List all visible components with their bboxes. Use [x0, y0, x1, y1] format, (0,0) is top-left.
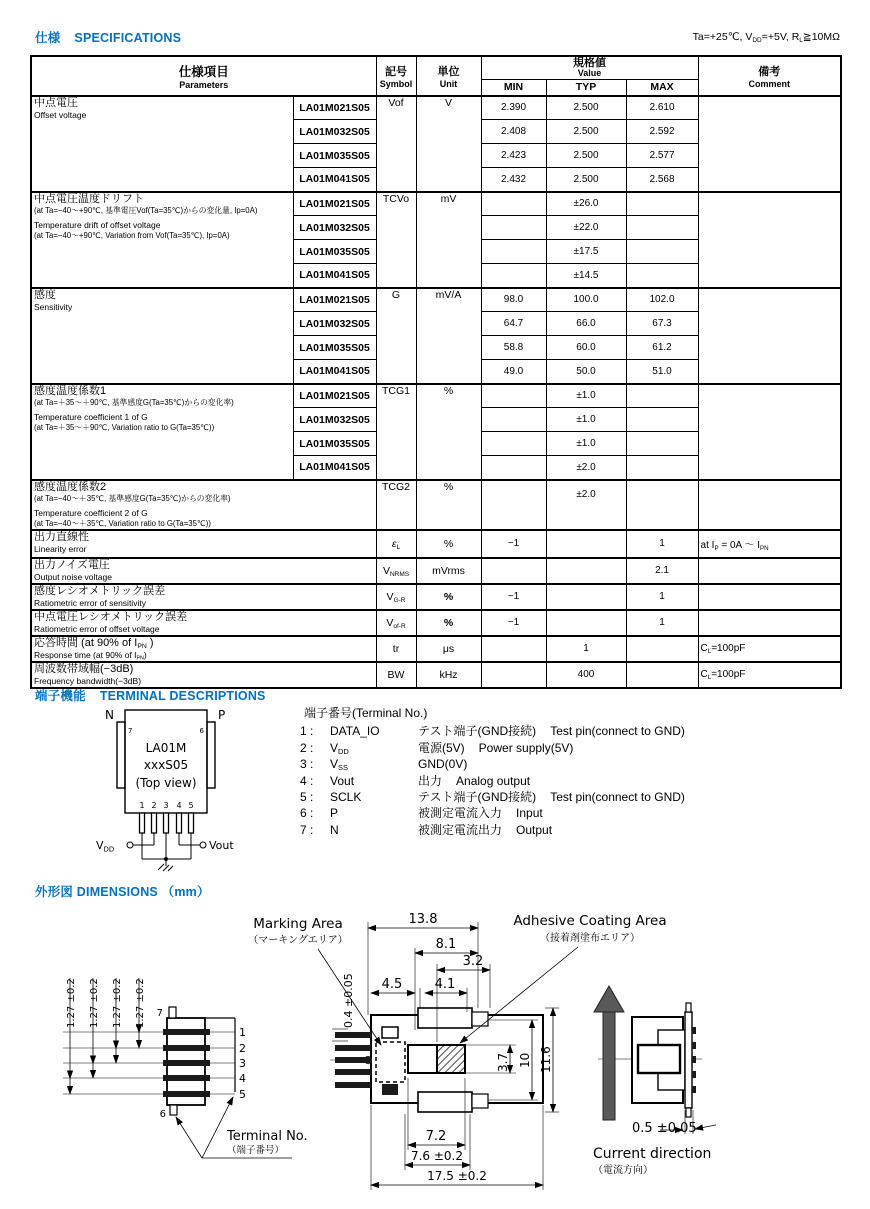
dim-pitch-label: 1.27 ±0.2	[112, 978, 123, 1028]
inner-feature-bottom	[382, 1084, 398, 1095]
vdd-label: $V_{DD}$	[96, 839, 115, 854]
min-value: −1	[481, 530, 546, 558]
svg-text:1: 1	[139, 801, 145, 810]
max-value: 2.568	[626, 168, 698, 192]
unit-percent: %	[416, 384, 481, 480]
label-n: N	[105, 708, 114, 722]
part-number: LA01M032S05	[293, 408, 376, 432]
symbol-vnrms: $V_{NRMS}$	[376, 558, 416, 584]
max-value: 61.2	[626, 336, 698, 360]
typ-value	[546, 610, 626, 636]
wiring	[127, 833, 206, 871]
typ-value: 60.0	[546, 336, 626, 360]
param-linearity: 出力直線性 Linearity error	[31, 530, 376, 558]
typ-value: ±2.0	[546, 480, 626, 530]
pitch-dimension-lines	[70, 978, 139, 1094]
terminal-list-title: 端子番号(Terminal No.)	[304, 706, 428, 720]
min-value: −1	[481, 584, 546, 610]
specifications-table	[30, 55, 842, 689]
param-ratiometric-offset: 中点電圧レシオメトリック誤差 Ratiometric error of offset voltage	[31, 610, 376, 636]
symbol-epsilon-l: $\varepsilon_L$	[376, 530, 416, 558]
max-value	[626, 240, 698, 264]
comment-cell	[698, 288, 841, 384]
min-value	[481, 264, 546, 288]
terminal-item: 7 : N 被測定電流出力 Output	[300, 822, 553, 837]
comment-cl: $C_L=100pF$	[698, 662, 841, 688]
max-value	[626, 264, 698, 288]
symbol-tcg2: TCG2	[376, 480, 416, 530]
max-value: 2.610	[626, 96, 698, 120]
typ-value: ±26.0	[546, 192, 626, 216]
param-output-noise: 出力ノイズ電圧 Output noise voltage	[31, 558, 376, 584]
unit-v: V	[416, 96, 481, 192]
header-parameters: 仕様項目 Parameters	[31, 56, 376, 96]
min-value	[481, 432, 546, 456]
part-number: LA01M035S05	[293, 336, 376, 360]
min-value: 2.432	[481, 168, 546, 192]
comment-cell	[698, 192, 841, 288]
part-number: LA01M041S05	[293, 360, 376, 384]
typ-value: 66.0	[546, 312, 626, 336]
unit-percent: %	[416, 530, 481, 558]
dim-pitch-label: 1.27 ±0.2	[135, 978, 146, 1028]
typ-value: 50.0	[546, 360, 626, 384]
max-value	[626, 432, 698, 456]
unit-percent: %	[416, 610, 481, 636]
comment-cell	[698, 558, 841, 584]
symbol-vof: Vof	[376, 96, 416, 192]
symbol-vofr: $V_{of-R}$	[376, 610, 416, 636]
typ-value: 2.500	[546, 96, 626, 120]
param-ratiometric-sensitivity: 感度レシオメトリック誤差 Ratiometric error of sensitivity	[31, 584, 376, 610]
max-value	[626, 480, 698, 530]
profile-body	[632, 1003, 692, 1117]
dim-3-2: 3.2	[462, 954, 484, 969]
adhesive-area-label-jp: （接着剤塗布エリア）	[540, 933, 640, 944]
label-pin7: 7	[128, 727, 133, 735]
min-value	[481, 240, 546, 264]
label-pin6: 6	[199, 727, 204, 735]
dimensions-unit-note: （mm）	[161, 885, 210, 899]
vout-label: Vout	[209, 839, 234, 852]
pin-numbers	[139, 801, 193, 810]
package-name-line2: xxxS05	[143, 758, 189, 772]
dim-13-8: 13.8	[408, 912, 438, 927]
typ-value	[546, 558, 626, 584]
dim-4-1: 4.1	[434, 977, 456, 992]
top-pins	[335, 1032, 372, 1088]
unit-khz: kHz	[416, 662, 481, 688]
dim-7-2: 7.2	[425, 1129, 447, 1144]
typ-value: 2.500	[546, 144, 626, 168]
label-p: P	[218, 708, 226, 722]
dim-pitch-label: 1.27 ±0.2	[66, 978, 77, 1028]
header-comment: 備考 Comment	[698, 56, 841, 96]
max-value	[626, 216, 698, 240]
specifications-heading	[35, 28, 181, 46]
dim-pitch-label: 1.27 ±0.2	[89, 978, 100, 1028]
typ-value	[546, 530, 626, 558]
dim-11-6: 11.6	[539, 1046, 553, 1073]
svg-text:4: 4	[176, 801, 182, 810]
typ-value: 1	[546, 636, 626, 662]
min-value	[481, 558, 546, 584]
svg-text:5: 5	[239, 1088, 246, 1101]
param-response-time: 応答時間 (at 90% of $I_{PN}$ ) Response time (at 90% of $I_{PN}$)	[31, 636, 376, 662]
dim-8-1: 8.1	[435, 937, 457, 952]
package-name-line1: LA01M	[145, 741, 187, 755]
part-number: LA01M021S05	[293, 384, 376, 408]
symbol-tcvo: TCVo	[376, 192, 416, 288]
side-view-drawing	[63, 978, 308, 1158]
max-value	[626, 408, 698, 432]
current-direction-label-jp: （電流方向）	[593, 1165, 653, 1176]
typ-value: 2.500	[546, 168, 626, 192]
min-value: 2.408	[481, 120, 546, 144]
package-topview-diagram	[78, 702, 293, 882]
dim-17-5: 17.5 ±0.2	[427, 1169, 487, 1183]
max-value: 102.0	[626, 288, 698, 312]
min-value	[481, 456, 546, 480]
min-value: 49.0	[481, 360, 546, 384]
unit-percent: %	[416, 480, 481, 530]
typ-value: ±17.5	[546, 240, 626, 264]
typ-value: ±1.0	[546, 408, 626, 432]
param-bandwidth: 周波数帯域幅(−3dB) Frequency bandwidth(−3dB)	[31, 662, 376, 688]
test-conditions: Ta=+25℃, $V_{DD}=+5V$, $R_L≧10M\Omega$	[692, 31, 840, 44]
adhesive-area	[437, 1045, 465, 1073]
unit-mvrms: mVrms	[416, 558, 481, 584]
terminal-item: 3 : $V_{SS}$ GND(0V)	[300, 757, 468, 773]
min-value	[481, 480, 546, 530]
header-min: MIN	[481, 80, 546, 96]
min-value: 98.0	[481, 288, 546, 312]
symbol-tcg1: TCG1	[376, 384, 416, 480]
min-value: 2.390	[481, 96, 546, 120]
comment-cell	[698, 480, 841, 530]
min-value	[481, 216, 546, 240]
typ-value: 2.500	[546, 120, 626, 144]
dimensions-heading-jp: 外形図	[35, 885, 74, 899]
max-value	[626, 192, 698, 216]
typ-value	[546, 584, 626, 610]
header-symbol: 記号 Symbol	[376, 56, 416, 96]
min-value: 64.7	[481, 312, 546, 336]
symbol-bw: BW	[376, 662, 416, 688]
min-value	[481, 192, 546, 216]
dim-0-5: 0.5 ±0.05	[632, 1121, 697, 1136]
part-number: LA01M035S05	[293, 144, 376, 168]
package-topview-label: (Top view)	[135, 776, 197, 790]
symbol-tr: tr	[376, 636, 416, 662]
header-value: 規格値 Value	[481, 56, 698, 80]
dimensions-drawing	[30, 900, 840, 1205]
max-value: 2.577	[626, 144, 698, 168]
terminal-heading-en: TERMINAL DESCRIPTIONS	[99, 689, 266, 703]
dim-7-6: 7.6 ±0.2	[410, 1149, 464, 1163]
header-unit: 単位 Unit	[416, 56, 481, 96]
part-number: LA01M021S05	[293, 96, 376, 120]
part-number: LA01M032S05	[293, 312, 376, 336]
comment-cl: $C_L=100pF$	[698, 636, 841, 662]
part-number: LA01M021S05	[293, 288, 376, 312]
svg-text:5: 5	[188, 801, 194, 810]
adhesive-area-label: Adhesive Coating Area	[513, 913, 667, 929]
part-number: LA01M041S05	[293, 264, 376, 288]
param-offset-voltage: 中点電圧 Offset voltage	[31, 96, 293, 192]
dimensions-heading-en: DIMENSIONS	[76, 885, 158, 899]
svg-text:2: 2	[151, 801, 157, 810]
terminal-heading-jp: 端子機能	[35, 689, 86, 703]
max-value	[626, 456, 698, 480]
max-value: 1	[626, 610, 698, 636]
part-number: LA01M035S05	[293, 240, 376, 264]
header-max: MAX	[626, 80, 698, 96]
specifications-heading-en: SPECIFICATIONS	[74, 31, 182, 45]
min-value	[481, 384, 546, 408]
header-typ: TYP	[546, 80, 626, 96]
svg-text:3: 3	[163, 801, 169, 810]
comment-cell	[698, 610, 841, 636]
min-value	[481, 662, 546, 688]
param-tcg1: 感度温度係数1 (at Ta=＋35～＋90℃, 基準感度G(Ta=35℃)からの変化率) Temperature coefficient 1 of G (at Ta=＋35～＋90℃, Variation ratio to G(Ta=35℃))	[31, 384, 293, 480]
svg-text:2: 2	[239, 1042, 246, 1055]
dim-4-5: 4.5	[381, 977, 403, 992]
typ-value: ±1.0	[546, 384, 626, 408]
wire-junction	[164, 857, 168, 861]
param-tcg2: 感度温度係数2 (at Ta=−40～＋35℃, 基準感度G(Ta=35℃)からの変化率) Temperature coefficient 2 of G (at Ta=−40～＋35℃, Variation ratio to G(Ta=35℃))	[31, 480, 376, 530]
symbol-vgr: $V_{G-R}$	[376, 584, 416, 610]
profile-view-drawing	[593, 986, 716, 1176]
terminal-item: 6 : P 被測定電流入力 Input	[300, 806, 543, 821]
current-direction-label: Current direction	[593, 1146, 712, 1162]
marking-area-label: Marking Area	[253, 916, 343, 932]
typ-value: ±22.0	[546, 216, 626, 240]
max-value: 67.3	[626, 312, 698, 336]
comment-cell	[698, 96, 841, 192]
terminal-item: 4 : Vout 出力 Analog output	[300, 773, 531, 788]
side-pin7-label: 7	[156, 1008, 163, 1019]
param-sensitivity: 感度 Sensitivity	[31, 288, 293, 384]
symbol-g: G	[376, 288, 416, 384]
terminal-item: 1 : DATA_IO テスト端子(GND接続) Test pin(connect to GND)	[300, 724, 685, 739]
marking-area-label-jp: （マーキングエリア）	[248, 935, 348, 946]
unit-mva: mV/A	[416, 288, 481, 384]
specifications-heading-jp: 仕様	[35, 31, 61, 45]
inner-feature-top	[382, 1027, 398, 1038]
unit-mv: mV	[416, 192, 481, 288]
core-window	[408, 1045, 437, 1073]
typ-value: ±1.0	[546, 432, 626, 456]
max-value	[626, 384, 698, 408]
terminal-list	[300, 705, 685, 838]
svg-text:1: 1	[239, 1026, 246, 1039]
part-number: LA01M032S05	[293, 216, 376, 240]
comment-cell	[698, 384, 841, 480]
unit-us: μs	[416, 636, 481, 662]
max-value	[626, 636, 698, 662]
min-value	[481, 636, 546, 662]
part-number: LA01M041S05	[293, 456, 376, 480]
typ-value: 100.0	[546, 288, 626, 312]
marking-leader	[318, 949, 381, 1045]
dim-0-4: 0.4 ±0.05	[342, 973, 355, 1028]
min-value: 2.423	[481, 144, 546, 168]
terminal-no-label: Terminal No.	[227, 1129, 308, 1144]
dim-3-7: 3.7	[496, 1052, 510, 1072]
min-value: −1	[481, 610, 546, 636]
comment-linearity: at $I_P = 0A$ ～ $I_{PN}$	[698, 530, 841, 558]
typ-value: ±2.0	[546, 456, 626, 480]
terminal-item: 5 : SCLK テスト端子(GND接続) Test pin(connect to GND)	[300, 790, 685, 805]
min-value	[481, 408, 546, 432]
side-pin6-label: 6	[159, 1109, 166, 1120]
part-number: LA01M035S05	[293, 432, 376, 456]
max-value: 1	[626, 584, 698, 610]
side-pin-numbers	[239, 1026, 246, 1101]
param-temp-drift-offset: 中点電圧温度ドリフト (at Ta=−40～+90℃, 基準電圧Vof(Ta=35℃)からの変化量, Ip=0A) Temperature drift of offset voltage (at Ta=−40～+90℃, Variation from Vof(Ta=35℃), Ip=0A)	[31, 192, 293, 288]
terminal-no-label-jp: （端子番号）	[227, 1145, 285, 1156]
package-pins	[140, 813, 194, 833]
max-value: 2.1	[626, 558, 698, 584]
unit-percent: %	[416, 584, 481, 610]
current-direction-arrow	[594, 986, 624, 1120]
max-value: 2.592	[626, 120, 698, 144]
part-number: LA01M041S05	[293, 168, 376, 192]
typ-value: ±14.5	[546, 264, 626, 288]
max-value: 1	[626, 530, 698, 558]
comment-cell	[698, 584, 841, 610]
svg-text:4: 4	[239, 1072, 246, 1085]
svg-text:3: 3	[239, 1057, 246, 1070]
part-number: LA01M032S05	[293, 120, 376, 144]
part-number: LA01M021S05	[293, 192, 376, 216]
min-value: 58.8	[481, 336, 546, 360]
max-value: 51.0	[626, 360, 698, 384]
dimensions-heading	[35, 882, 210, 900]
max-value	[626, 662, 698, 688]
terminal-item: 2 : $V_{DD}$ 電源(5V) Power supply(5V)	[300, 740, 574, 757]
typ-value: 400	[546, 662, 626, 688]
dim-10: 10	[518, 1052, 532, 1068]
